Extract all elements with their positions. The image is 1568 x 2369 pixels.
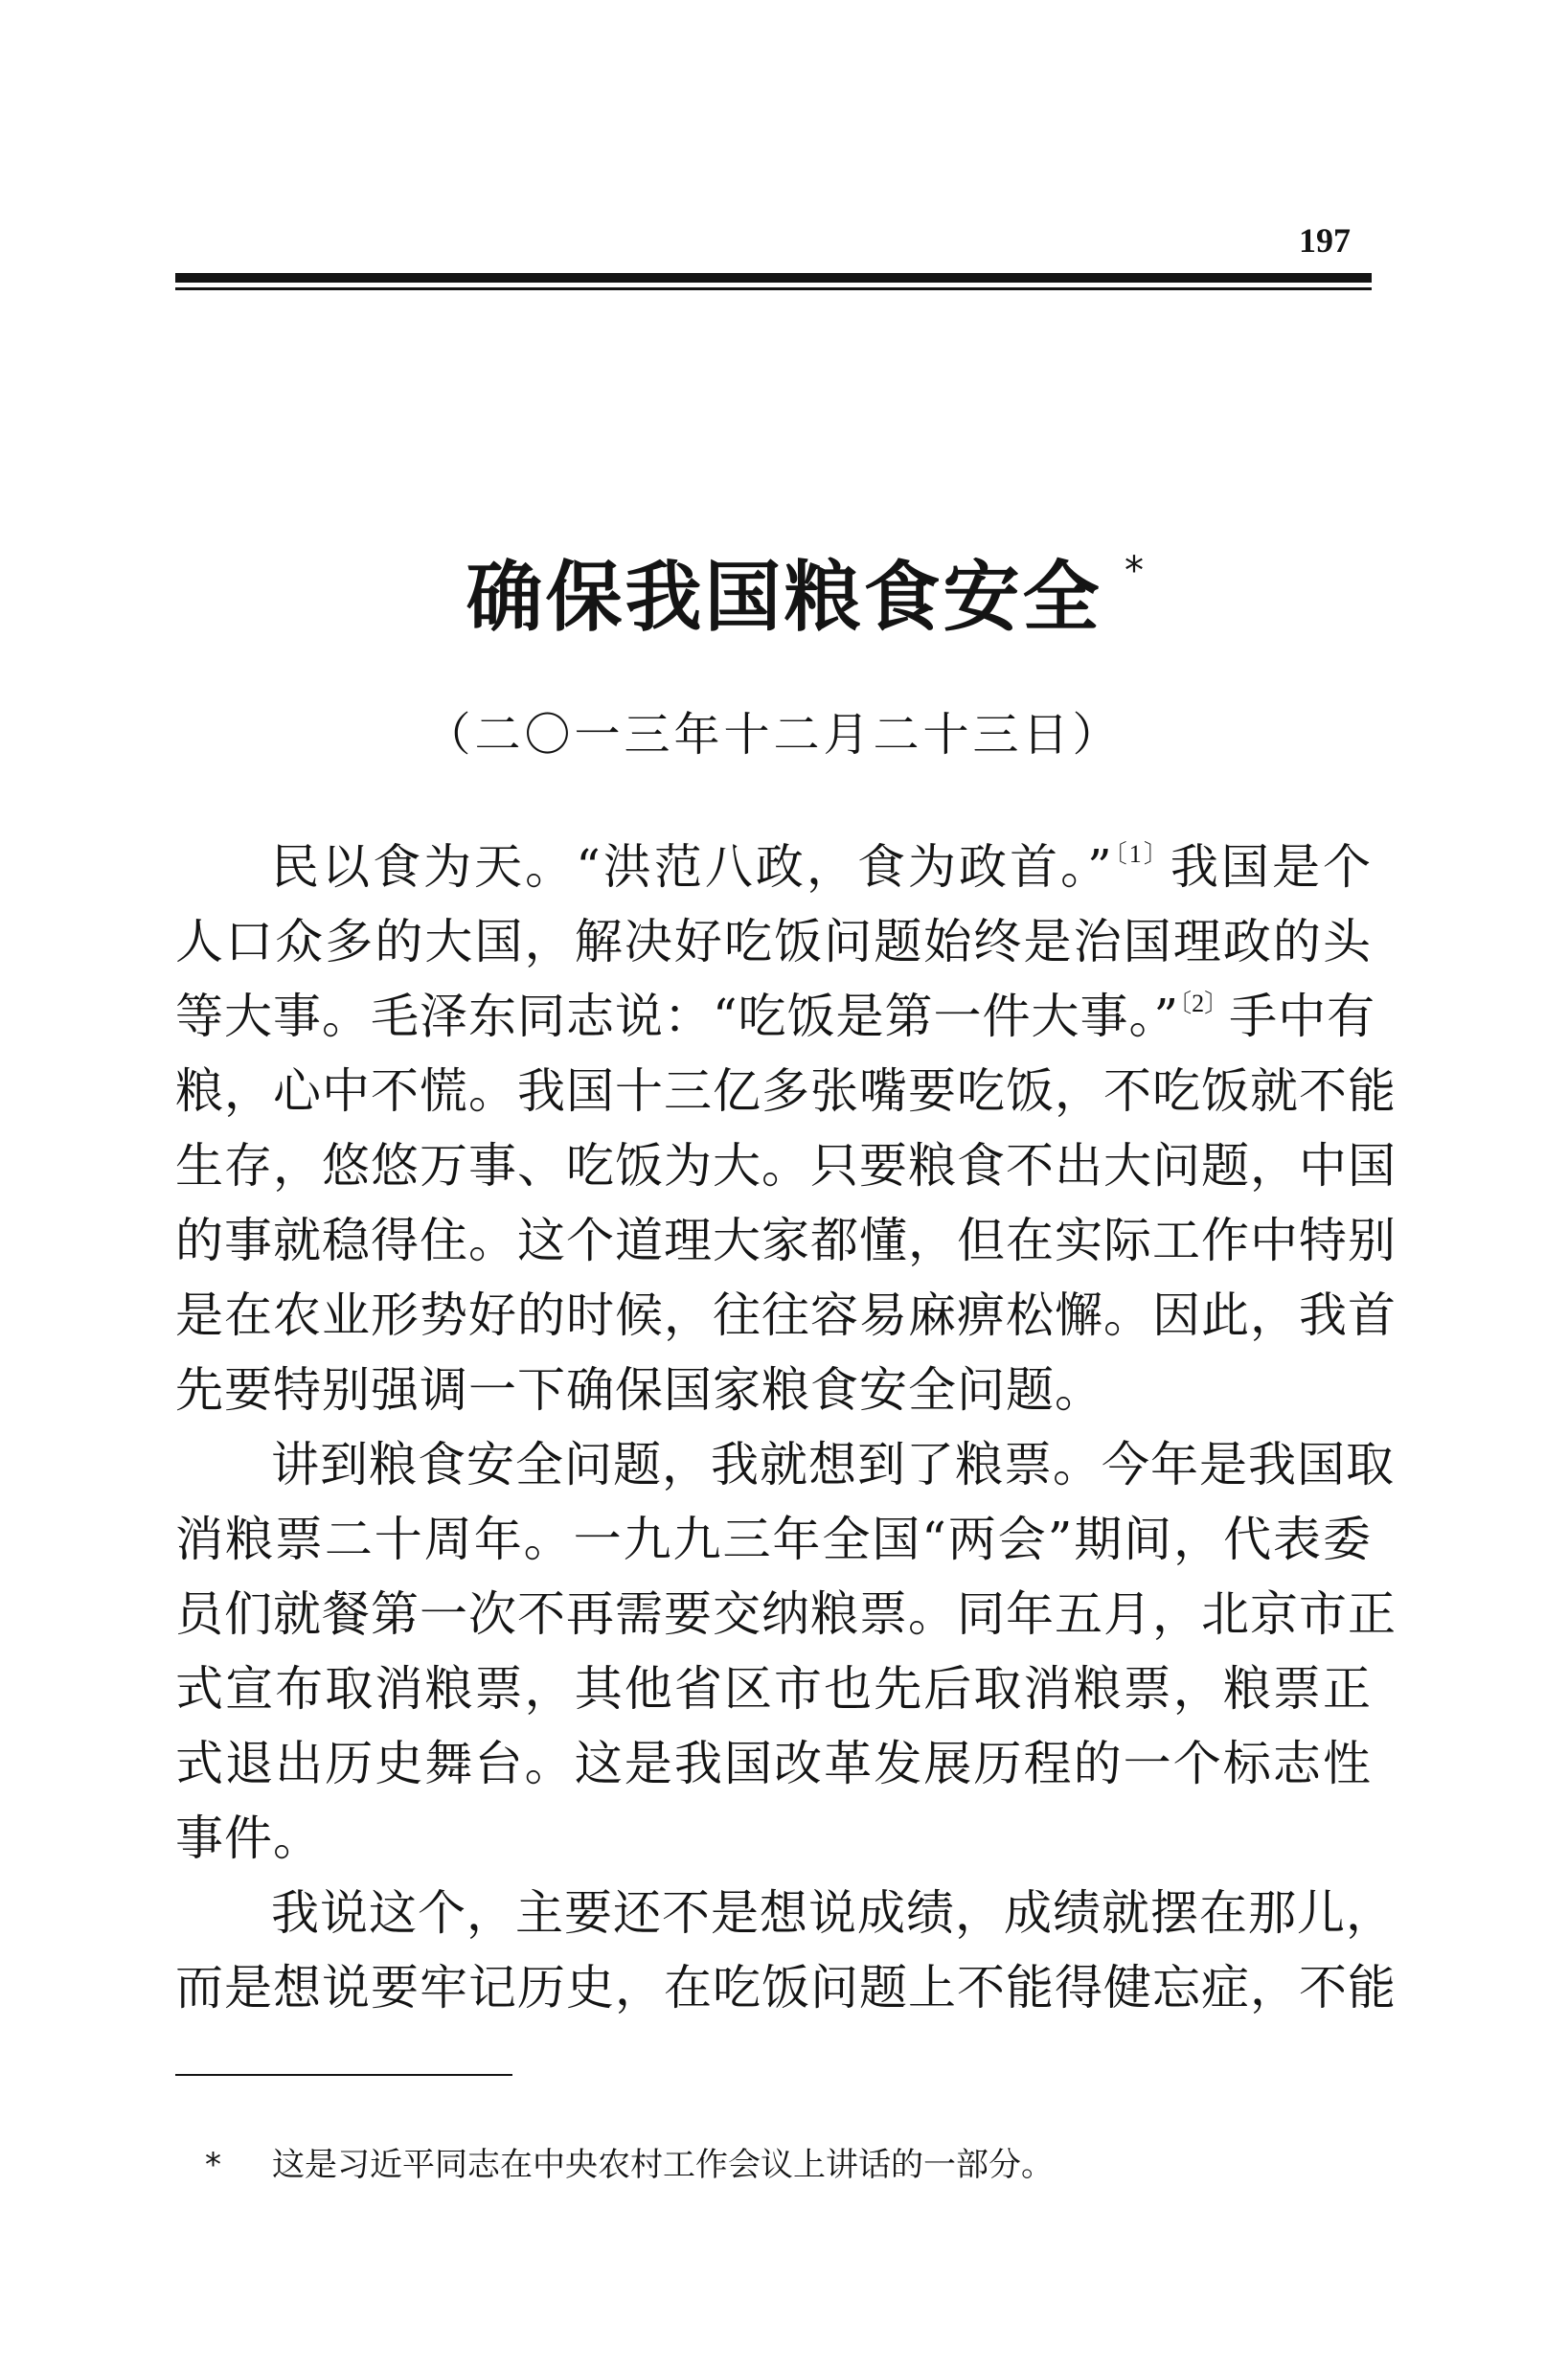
text-segment: 的事就稳得住。这个道理大家都懂，但在实际工作中特别 — [175, 1213, 1397, 1268]
text-line — [175, 1876, 1395, 1950]
text-segment: 民以食为天。“洪范八政，食为政首。” — [271, 839, 1113, 895]
citation-ref: 〔2〕 — [1179, 990, 1230, 1017]
title-footnote-marker: * — [1125, 549, 1144, 593]
text-line — [175, 1203, 1397, 1278]
body-text — [175, 830, 1397, 2025]
text-line — [175, 1427, 1395, 1502]
text-line — [175, 1353, 1372, 1427]
text-segment: 生存，悠悠万事、吃饭为大。只要粮食不出大问题，中国 — [175, 1138, 1397, 1194]
page-number: 197 — [1299, 221, 1351, 260]
text-segment: 手中有 — [1229, 989, 1376, 1044]
text-line — [175, 904, 1372, 979]
text-line — [175, 1950, 1397, 2025]
footnote-marker: * — [205, 2146, 221, 2184]
text-line — [175, 1278, 1397, 1353]
text-segment: 讲到粮食安全问题，我就想到了粮票。今年是我国取 — [271, 1437, 1395, 1492]
text-line — [175, 1577, 1397, 1651]
text-line — [175, 1651, 1372, 1726]
text-segment: 粮，心中不慌。我国十三亿多张嘴要吃饭，不吃饭就不能 — [175, 1063, 1397, 1119]
footnote-rule — [175, 2074, 512, 2076]
text-segment: 员们就餐第一次不再需要交纳粮票。同年五月，北京市正 — [175, 1586, 1397, 1642]
text-segment: 我国是个 — [1170, 839, 1372, 895]
text-segment: 而是想说要牢记历史，在吃饭问题上不能得健忘症，不能 — [175, 1960, 1397, 2016]
text-segment: 等大事。毛泽东同志说：“吃饭是第一件大事。” — [175, 989, 1180, 1044]
speech-date: （二〇一三年十二月二十三日） — [424, 708, 1123, 762]
text-segment: 事件。 — [175, 1811, 322, 1866]
footnote-text: 这是习近平同志在中央农村工作会议上讲话的一部分。 — [272, 2146, 1054, 2184]
citation-ref: 〔1〕 — [1112, 840, 1170, 868]
text-segment: 消粮票二十周年。一九九三年全国“两会”期间，代表委 — [175, 1512, 1372, 1567]
footnote — [205, 2142, 1054, 2188]
text-segment: 人口众多的大国，解决好吃饭问题始终是治国理政的头 — [175, 914, 1372, 969]
text-line — [175, 1502, 1372, 1577]
paragraph — [175, 830, 1397, 1427]
paragraph — [175, 1427, 1397, 1876]
text-line — [175, 979, 1376, 1054]
text-segment: 式宣布取消粮票，其他省区市也先后取消粮票，粮票正 — [175, 1661, 1372, 1717]
text-line — [175, 1801, 1372, 1876]
text-segment: 式退出历史舞台。这是我国改革发展历程的一个标志性 — [175, 1736, 1372, 1791]
text-line — [175, 1726, 1372, 1801]
text-line — [175, 1128, 1397, 1203]
text-segment: 我说这个，主要还不是想说成绩，成绩就摆在那儿， — [271, 1885, 1395, 1941]
text-segment: 是在农业形势好的时候，往往容易麻痹松懈。因此，我首 — [175, 1287, 1397, 1343]
text-segment: 先要特别强调一下确保国家粮食安全问题。 — [175, 1362, 1103, 1418]
text-line — [175, 1054, 1397, 1128]
paragraph — [175, 1876, 1397, 2025]
header-rule-thick — [175, 273, 1372, 283]
page-title: 确保我国粮食安全 — [466, 553, 1102, 642]
header-rule-thin — [175, 287, 1372, 290]
text-line — [175, 830, 1372, 904]
